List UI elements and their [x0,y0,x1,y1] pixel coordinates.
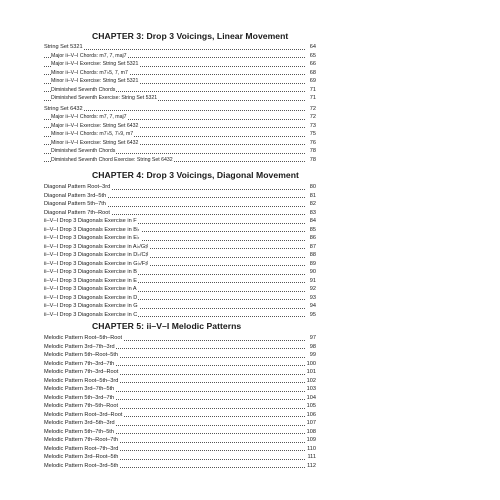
toc-entry[interactable] [44,43,316,52]
toc-entry[interactable] [44,192,316,201]
page-number: 98 [306,343,316,352]
toc-entry[interactable] [44,445,316,454]
toc-entry[interactable] [44,122,316,131]
page-number: 72 [306,113,316,122]
toc-entry[interactable] [44,183,316,192]
entry-title: String Set 6432 [44,105,83,112]
entry-title: Minor ii–V–I Chords: m7♭5, 7, m7 [51,69,128,76]
entry-title: ii–V–I Drop 3 Diagonals Exercise in D [44,294,138,301]
entry-title: ii–V–I Drop 3 Diagonals Exercise in B♭ [44,226,140,233]
entry-title: Melodic Pattern 5th–Root–5th [44,352,119,358]
toc-entry[interactable] [44,302,316,311]
page-number: 103 [306,386,316,392]
toc-entry[interactable] [44,260,316,269]
page-number: 71 [306,86,316,95]
page-number: 92 [306,285,316,294]
toc-entry[interactable] [44,156,316,165]
page-number: 110 [307,445,316,452]
entry-title: Major ii–V–I Chords: m7, 7, maj7 [51,114,127,120]
page-number: 100 [306,360,316,367]
entry-title: Melodic Pattern 3rd–7th–3rd [44,343,115,350]
page-number: 75 [306,130,316,139]
page-number: 69 [306,77,316,86]
page-number: 83 [306,209,316,218]
toc-entry[interactable] [44,86,316,95]
entry-title: Diagonal Pattern 5th–7th [44,201,106,207]
toc-entry[interactable] [44,77,316,86]
toc-entry[interactable] [44,268,316,277]
toc-entry[interactable] [44,277,316,286]
toc-entry[interactable] [44,343,316,352]
entry-title: ii–V–I Drop 3 Diagonals Exercise in F [44,218,137,224]
entry-title: Melodic Pattern 7th–3rd–7th [44,360,115,367]
page-number: 86 [306,234,316,243]
entry-title: Minor ii–V–I Chords: m7♭5, 7♭9, m7 [51,131,134,137]
entry-title: Diminished Seventh Chords [51,86,116,93]
page-number: 71 [306,94,316,103]
page-number: 72 [306,105,316,114]
entry-title: Melodic Pattern Root–3rd–Root [44,411,123,418]
page-number: 102 [306,377,316,384]
entry-title: Diagonal Pattern 3rd–5th [44,192,107,199]
toc-entry[interactable] [44,60,316,69]
toc-entry[interactable] [44,351,316,360]
entry-title: Diminished Seventh Chords [51,148,116,154]
page-number: 88 [306,251,316,260]
entry-title: Diagonal Pattern 7th–Root [44,209,110,216]
page-number: 81 [306,192,316,201]
toc-entry[interactable] [44,130,316,139]
page-number: 73 [306,122,316,131]
entry-title: Melodic Pattern 5th–3rd–7th [44,394,115,401]
toc-entry[interactable] [44,52,316,61]
toc-entry[interactable] [44,377,316,386]
toc-entry[interactable] [44,234,316,243]
page-number: 80 [306,183,316,192]
page-number: 78 [306,147,316,156]
page-number: 99 [306,351,316,360]
chapter-4-section [92,170,332,181]
toc-entry[interactable] [44,402,316,411]
chapter-title: CHAPTER 4: Drop 3 Voicings, Diagonal Movement [92,170,299,180]
entry-title: Diminished Seventh Chord Exercise: String Set 6432 [51,156,173,163]
chapter-title: CHAPTER 3: Drop 3 Voicings, Linear Movement [92,31,289,41]
chapter-5-entries [44,334,316,470]
toc-entry[interactable] [44,294,316,303]
page-number: 101 [306,369,316,375]
entry-title: Melodic Pattern 7th–Root–7th [44,437,119,443]
page-number: 90 [306,268,316,277]
entry-title: Melodic Pattern 3rd–5th–3rd [44,420,115,426]
toc-entry[interactable] [44,419,316,428]
chapter-4-entries [44,183,316,319]
toc-entry[interactable] [44,251,316,260]
entry-title: ii–V–I Drop 3 Diagonals Exercise in A♭/G♯ [44,243,148,250]
page-number: 64 [306,43,316,52]
toc-entry[interactable] [44,462,316,471]
toc-entry[interactable] [44,385,316,394]
page-number: 105 [306,403,316,409]
toc-entry[interactable] [44,368,316,377]
toc-entry[interactable] [44,411,316,420]
page-number: 89 [306,260,316,269]
page-number: 68 [306,69,316,78]
entry-title: ii–V–I Drop 3 Diagonals Exercise in G [44,303,138,309]
toc-entry[interactable] [44,334,316,343]
entry-title: String Set 5321 [44,44,83,50]
page-number: 85 [306,226,316,235]
page-number: 107 [306,420,316,426]
entry-title: ii–V–I Drop 3 Diagonals Exercise in D♭/C♯ [44,252,149,258]
entry-title: Minor ii–V–I Exercise: String Set 6432 [51,139,139,146]
page-number: 65 [306,52,316,61]
entry-title: Melodic Pattern Root–7th–3rd [44,445,119,452]
toc-entry[interactable] [44,394,316,403]
page-number: 94 [306,302,316,311]
page-number: 97 [306,334,316,343]
page-number: 84 [306,217,316,226]
toc-entry[interactable] [44,436,316,445]
page-number: 93 [306,294,316,303]
entry-title: Diagonal Pattern Root–3rd [44,184,111,190]
entry-title: Melodic Pattern Root–3rd–5th [44,462,119,469]
toc-entry[interactable] [44,69,316,78]
toc-entry[interactable] [44,147,316,156]
entry-title: Melodic Pattern Root–5th–3rd [44,377,119,384]
entry-title: Major ii–V–I Chords: m7, 7, maj7 [51,52,127,59]
toc-entry[interactable] [44,360,316,369]
page-number: 66 [306,60,316,69]
entry-title: Melodic Pattern Root–5th–Root [44,335,123,341]
entry-title: Melodic Pattern 3rd–7th–5th [44,386,115,392]
entry-title: Diminished Seventh Exercise: String Set 5321 [51,95,158,101]
page-number: 82 [306,200,316,209]
toc-entry[interactable] [44,243,316,252]
chapter-3-entries [44,43,316,164]
entry-title: Minor ii–V–I Exercise: String Set 5321 [51,78,139,84]
toc-entry[interactable] [44,285,316,294]
page-number: 112 [307,462,316,469]
entry-title: Melodic Pattern 7th–3rd–Root [44,369,119,375]
toc-entry[interactable] [44,209,316,218]
toc-entry[interactable] [44,217,316,226]
toc-entry[interactable] [44,105,316,114]
toc-entry[interactable] [44,113,316,122]
chapter-title: CHAPTER 5: ii–V–I Melodic Patterns [92,321,242,331]
toc-entry[interactable] [44,94,316,103]
entry-title: Melodic Pattern 5th–7th–5th [44,428,114,435]
entry-title: Melodic Pattern 7th–5th–Root [44,403,119,409]
entry-title: Major ii–V–I Exercise: String Set 5321 [51,61,139,67]
page-number: 106 [306,411,316,418]
chapter-5-section [92,321,332,332]
entry-title: ii–V–I Drop 3 Diagonals Exercise in E♭ [44,235,140,241]
entry-title: ii–V–I Drop 3 Diagonals Exercise in E [44,277,137,284]
page-number: 78 [306,156,316,165]
page-number: 91 [306,277,316,286]
entry-title: Major ii–V–I Exercise: String Set 6432 [51,122,139,129]
toc-entry[interactable] [44,453,316,462]
page-number: 87 [306,243,316,252]
page-number: 76 [306,139,316,148]
page-number: 111 [307,454,316,460]
page-number: 95 [306,311,316,320]
toc-entry[interactable] [44,139,316,148]
chapter-3-section [92,31,332,42]
page-number: 108 [306,428,316,435]
toc-entry[interactable] [44,226,316,235]
toc-entry[interactable] [44,428,316,437]
page-number: 109 [306,437,316,443]
entry-title: Melodic Pattern 3rd–Root–5th [44,454,119,460]
entry-title: ii–V–I Drop 3 Diagonals Exercise in C [44,311,138,318]
toc-entry[interactable] [44,200,316,209]
entry-title: ii–V–I Drop 3 Diagonals Exercise in G♭/F♯ [44,260,148,267]
page-number: 104 [306,394,316,401]
toc-entry[interactable] [44,311,316,320]
entry-title: ii–V–I Drop 3 Diagonals Exercise in A [44,286,137,292]
entry-title: ii–V–I Drop 3 Diagonals Exercise in B [44,269,137,275]
